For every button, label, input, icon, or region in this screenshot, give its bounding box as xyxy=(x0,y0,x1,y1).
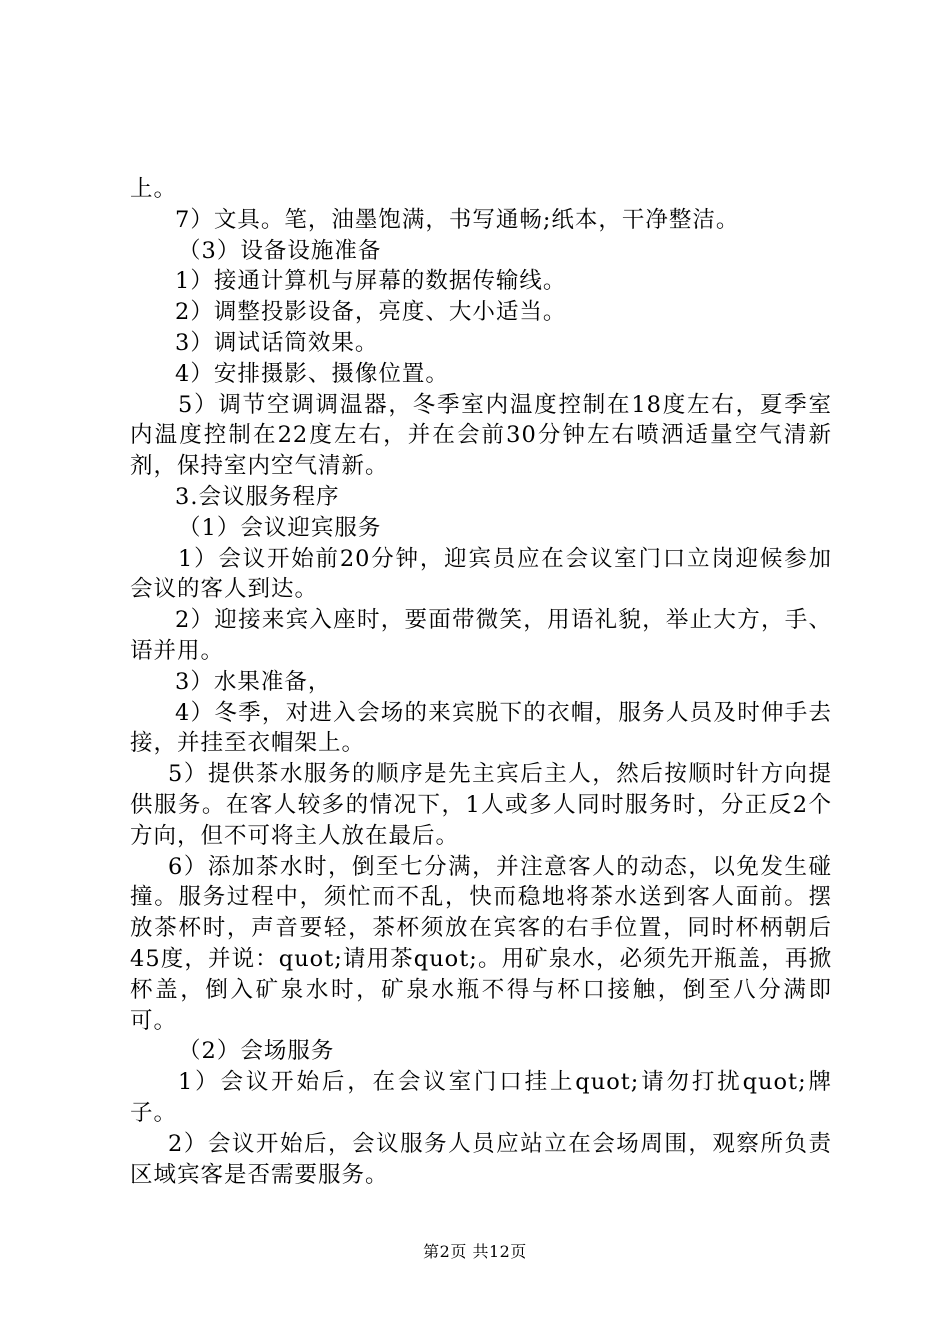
paragraph-item-camera: 4）安排摄影、摄像位置。 xyxy=(175,360,449,387)
paragraph-item-microphone: 3）调试话筒效果。 xyxy=(175,329,379,356)
paragraph-item-coats: 4）冬季，对进入会场的来宾脱下的衣帽，服务人员及时伸手去接，并挂至衣帽架上。 xyxy=(130,699,832,757)
paragraph-item-projector: 2）调整投影设备，亮度、大小适当。 xyxy=(175,299,567,326)
paragraph-item-do-not-disturb: 1）会议开始后，在会议室门口挂上quot;请勿打扰quot;牌子。 xyxy=(130,1069,832,1126)
paragraph-item-greeting: 1）会议开始前20分钟，迎宾员应在会议室门口立岗迎候参加会议的客人到达。 xyxy=(130,545,832,603)
paragraph-item-tea-order: 5）提供茶水服务的顺序是先主宾后主人，然后按顺时针方向提供服务。在客人较多的情况下，1人或多人同时服务时，分正反2个方向，但不可将主人放在最后。 xyxy=(130,761,832,849)
paragraph-continuation: 上。 xyxy=(130,176,178,202)
section-heading-service-procedure: 3.会议服务程序 xyxy=(175,483,340,510)
paragraph-item-seating: 2）迎接来宾入座时，要面带微笑，用语礼貌，举止大方，手、语并用。 xyxy=(130,607,832,664)
paragraph-item-data-cable: 1）接通计算机与屏幕的数据传输线。 xyxy=(175,268,567,295)
paragraph-item-air-conditioning: 5）调节空调调温器，冬季室内温度控制在18度左右，夏季室内温度控制在22度左右，并在会前30分钟左右喷洒适量空气清新剂，保持室内空气清新。 xyxy=(130,391,832,480)
section-heading-equipment: （3）设备设施准备 xyxy=(178,237,382,264)
section-heading-welcome-service: （1）会议迎宾服务 xyxy=(178,514,382,541)
page-number-footer: 第2页 共12页 xyxy=(423,1242,527,1261)
section-heading-venue-service: （2）会场服务 xyxy=(178,1038,335,1065)
document-body xyxy=(130,174,832,1190)
paragraph-item-fruit: 3）水果准备， xyxy=(175,668,332,695)
paragraph-item-standby: 2）会议开始后，会议服务人员应站立在会场周围，观察所负责区域宾客是否需要服务。 xyxy=(130,1130,832,1188)
paragraph-item-stationery: 7）文具。笔，油墨饱满，书写通畅;纸本，干净整洁。 xyxy=(175,206,740,233)
paragraph-item-tea-refill: 6）添加茶水时，倒至七分满，并注意客人的动态，以免发生碰撞。服务过程中，须忙而不乱，快而稳地将茶水送到客人面前。摆放茶杯时，声音要轻，茶杯须放在宾客的右手位置，同时杯柄朝后45度，并说：quot;请用茶quot;。用矿泉水，必须先开瓶盖，再掀杯盖，倒入矿泉水时，矿泉水瓶不得与杯口接触，倒至八分满即可。 xyxy=(130,853,832,1034)
